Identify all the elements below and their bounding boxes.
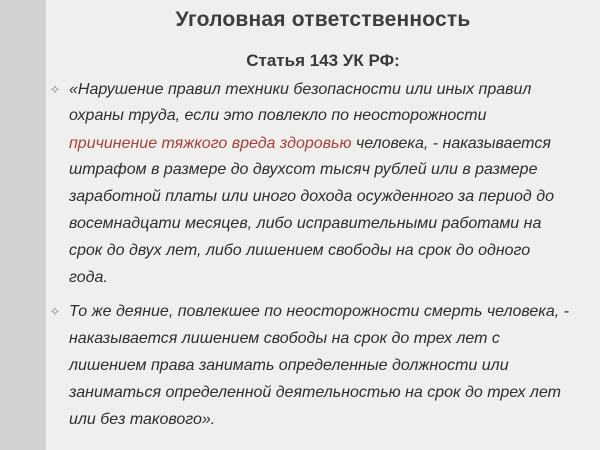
slide-title: Уголовная ответственность xyxy=(175,8,471,31)
paragraph-1-line-1: «Нарушение правил техники безопасности или иных правил xyxy=(69,81,532,98)
line-3-rest: человека, - наказывается xyxy=(355,135,551,152)
paragraph-1-line-3 xyxy=(69,134,594,154)
highlighted-phrase: причинение тяжкого вреда здоровью xyxy=(69,135,352,152)
paragraph-1-line-8: года. xyxy=(69,269,108,286)
paragraph-2-line-2: наказывается лишением свободы на срок до трех лет с xyxy=(69,330,500,347)
paragraph-1-line-5: заработной платы или иного дохода осужденного за период до xyxy=(69,188,554,205)
bullet-diamond-icon: ✧ xyxy=(49,82,61,97)
paragraph-1-line-2: охраны труда, если это повлекло по неосторожности xyxy=(69,107,487,124)
paragraph-2-line-4: заниматься определенной деятельностью на срок до трех лет xyxy=(69,384,561,401)
paragraph-1-line-7: срок до двух лет, либо лишением свободы на срок до одного xyxy=(69,242,531,259)
paragraph-2-line-3: лишением права занимать определенные должности или xyxy=(69,357,509,374)
bullet-diamond-icon: ✧ xyxy=(49,304,61,319)
paragraph-1-line-4: штрафом в размере до двухсот тысяч рублей или в размере xyxy=(69,161,538,178)
article-heading: Статья 143 УК РФ: xyxy=(246,51,400,70)
decorative-side-bar xyxy=(0,0,46,450)
paragraph-2-line-1: То же деяние, повлекшее по неосторожности смерть человека, - xyxy=(69,303,569,320)
paragraph-2-line-5: или без такового». xyxy=(69,411,216,428)
paragraph-1-line-6: восемнадцати месяцев, либо исправительными работами на xyxy=(69,215,542,232)
